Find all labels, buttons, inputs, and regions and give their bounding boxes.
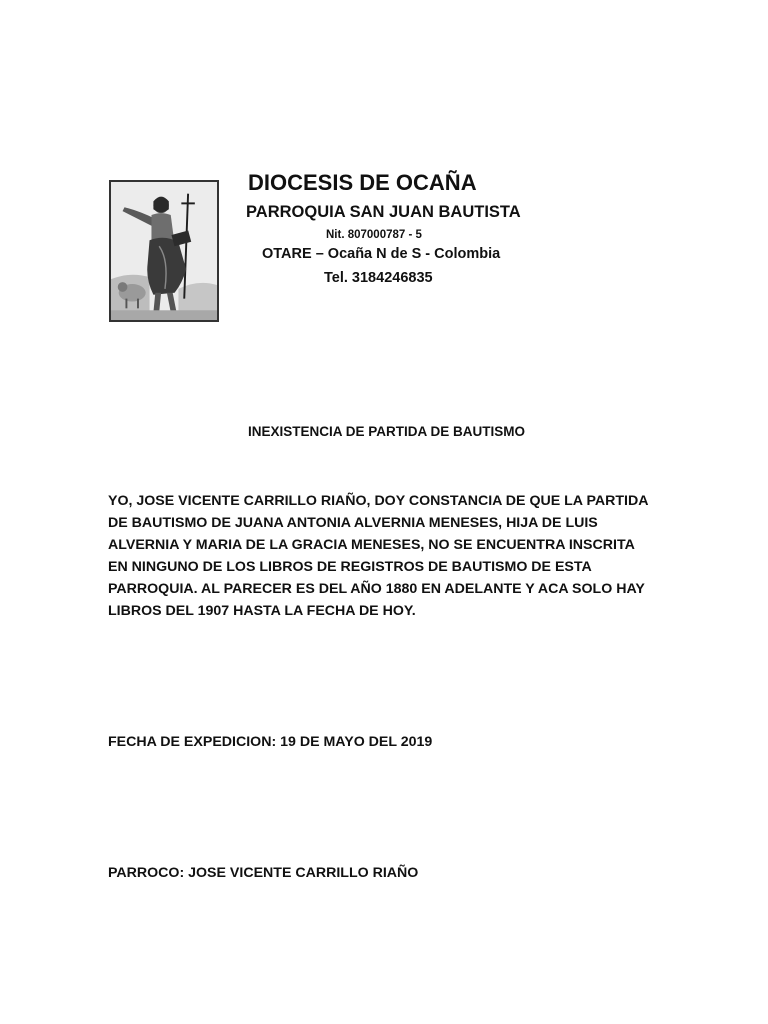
- saint-john-emblem: [109, 180, 219, 322]
- parish-address: OTARE – Ocaña N de S - Colombia: [262, 246, 501, 262]
- diocese-title: DIOCESIS DE OCAÑA: [248, 170, 477, 195]
- parish-name: PARROQUIA SAN JUAN BAUTISTA: [246, 203, 521, 221]
- certificate-body: YO, JOSE VICENTE CARRILLO RIAÑO, DOY CONSTANCIA DE QUE LA PARTIDA DE BAUTISMO DE JUANA ANTONIA ALVERNIA MENESES, HIJA DE LUIS ALVERNIA Y MARIA DE LA GRACIA MENESES, NO SE ENCUENTRA INSCRITA EN NINGUNO DE LOS LIBROS DE REGISTROS DE BAUTISMO DE ESTA PARROQUIA. AL PARECER ES DEL AÑO 1880 EN ADELANTE Y ACA SOLO HAY LIBROS DEL 1907 HASTA LA FECHA DE HOY.: [108, 493, 649, 619]
- document-title: INEXISTENCIA DE PARTIDA DE BAUTISMO: [248, 424, 526, 439]
- issue-date: FECHA DE EXPEDICION: 19 DE MAYO DEL 2019: [108, 734, 433, 750]
- parish-priest: PARROCO: JOSE VICENTE CARRILLO RIAÑO: [108, 865, 419, 881]
- parish-phone: Tel. 3184246835: [324, 270, 433, 286]
- saint-john-figure-icon: [111, 182, 217, 320]
- nit-number: Nit. 807000787 - 5: [326, 229, 422, 241]
